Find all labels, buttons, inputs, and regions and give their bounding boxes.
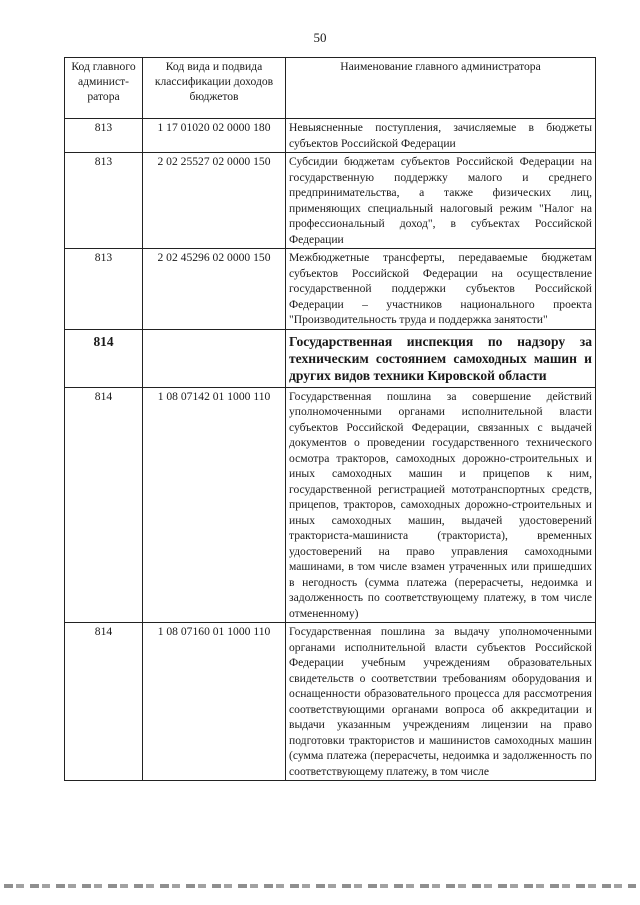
row-admin-code: 814 bbox=[65, 329, 143, 387]
row-admin-code: 814 bbox=[65, 387, 143, 623]
administrator-heading-row bbox=[65, 329, 596, 387]
header-admin-name: Наименование главного администратора bbox=[286, 58, 596, 119]
header-revenue-kind-code: Код вида и подвида классификации доходов бюджетов bbox=[143, 58, 286, 119]
table-row bbox=[65, 387, 596, 623]
row-revenue-code bbox=[143, 329, 286, 387]
administrator-name: Государственная инспекция по надзору за техническим состоянием самоходных машин и других видов техники Кировской области bbox=[286, 329, 596, 387]
row-revenue-code: 2 02 45296 02 0000 150 bbox=[143, 249, 286, 330]
row-description: Субсидии бюджетам субъектов Российской Федерации на государственную поддержку малого и среднего предпринимательства, а также физических лиц, применяющих специальный налоговый режим "Налог на профессиональный доход", в субъектах Российской Федерации bbox=[286, 153, 596, 249]
row-description: Государственная пошлина за выдачу уполномоченными органами исполнительной власти субъектов Российской Федерации учебным учреждениям образовательных свидетельств о соответствии требованиям оборудования и оснащенности образовательного процесса для рассмотрения соответствующими органами вопроса об аккредитации и выдачи указанным учреждениям лицензии на право подготовки трактористов и машинистов самоходных машин (сумма платежа (перерасчеты, недоимка и задолженность по соответствующему платежу, в том числе bbox=[286, 623, 596, 781]
row-revenue-code: 1 08 07160 01 1000 110 bbox=[143, 623, 286, 781]
table-header-row bbox=[65, 58, 596, 119]
table-row bbox=[65, 119, 596, 153]
header-admin-code: Код главного админист-ратора bbox=[65, 58, 143, 119]
row-description: Государственная пошлина за совершение действий уполномоченными органами исполнительной власти субъектов Российской Федерации, связанных с выдачей документов о проведении государственного технического осмотра тракторов, самоходных дорожно-строительных и иных самоходных машин и прицепов к ним, государственной регистрацией мототранспортных средств, прицепов, тракторов, самоходных дорожно-строительных и иных самоходных машин, выдачей удостоверений тракториста-машиниста (тракториста), временных удостоверений на право управления самоходными машинами, в том числе взамен утраченных или пришедших в негодность (сумма платежа (перерасчеты, недоимка и задолженность по соответствующему платежу, в том числе отмененному) bbox=[286, 387, 596, 623]
page-number: 50 bbox=[313, 30, 327, 45]
row-revenue-code: 1 17 01020 02 0000 180 bbox=[143, 119, 286, 153]
revenue-administrators-table bbox=[64, 57, 596, 781]
scan-artifact-line bbox=[4, 884, 636, 888]
table-row bbox=[65, 249, 596, 330]
table-row bbox=[65, 153, 596, 249]
row-admin-code: 814 bbox=[65, 623, 143, 781]
row-admin-code: 813 bbox=[65, 119, 143, 153]
row-admin-code: 813 bbox=[65, 153, 143, 249]
row-revenue-code: 2 02 25527 02 0000 150 bbox=[143, 153, 286, 249]
row-description: Межбюджетные трансферты, передаваемые бюджетам субъектов Российской Федерации на осуществление государственной поддержки субъектов Российской Федерации – участников национального проекта "Производительность труда и поддержка занятости" bbox=[286, 249, 596, 330]
table-row bbox=[65, 623, 596, 781]
row-revenue-code: 1 08 07142 01 1000 110 bbox=[143, 387, 286, 623]
row-description: Невыясненные поступления, зачисляемые в бюджеты субъектов Российской Федерации bbox=[286, 119, 596, 153]
row-admin-code: 813 bbox=[65, 249, 143, 330]
